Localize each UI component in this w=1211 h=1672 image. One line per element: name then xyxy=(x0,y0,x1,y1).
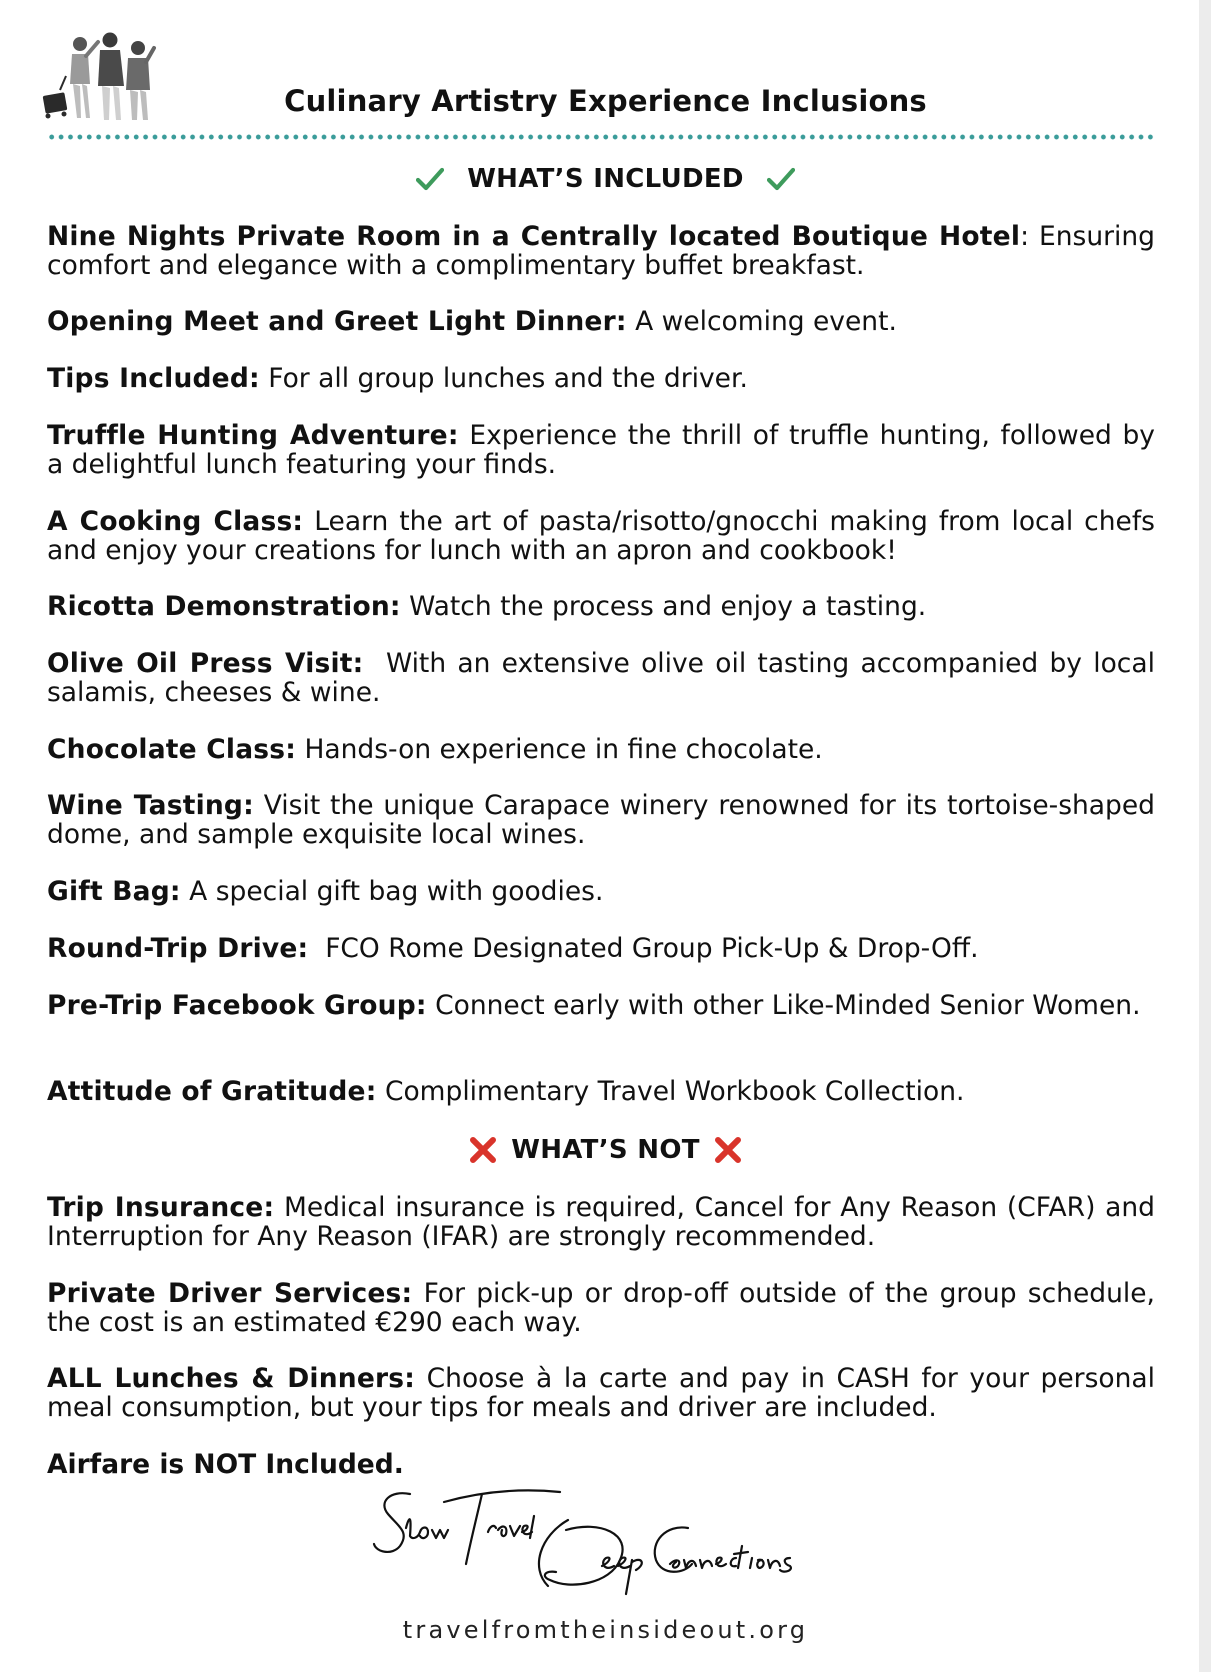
item-separator xyxy=(377,1076,385,1107)
item-label: Trip Insurance: xyxy=(47,1192,275,1223)
included-heading xyxy=(0,163,1211,194)
included-item-hotel xyxy=(47,222,1155,280)
item-label: A Cooking Class: xyxy=(47,506,304,537)
item-label: Olive Oil Press Visit: xyxy=(47,648,364,679)
item-text: For all group lunches and the driver. xyxy=(268,363,748,394)
website-url: travelfromtheinsideout.org xyxy=(402,1616,809,1644)
item-separator xyxy=(260,363,268,394)
not-included-heading-label: WHAT’S NOT xyxy=(511,1134,700,1165)
not-included-item-insurance xyxy=(47,1193,1155,1251)
not-included-item-meals xyxy=(47,1364,1155,1422)
item-text: Ensuring comfort and elegance with a complimentary buffet breakfast. xyxy=(47,221,1155,281)
included-item-cooking-class xyxy=(47,507,1155,565)
item-separator xyxy=(415,1363,427,1394)
check-mark-icon xyxy=(416,167,444,191)
included-item-welcome-dinner xyxy=(47,307,1155,336)
page-edge xyxy=(1199,0,1211,1672)
included-item-ricotta xyxy=(47,592,1155,621)
item-label: ALL Lunches & Dinners: xyxy=(47,1363,416,1394)
item-label: Truffle Hunting Adventure: xyxy=(47,420,459,451)
item-label: Chocolate Class: xyxy=(47,734,297,765)
not-included-item-private-driver xyxy=(47,1279,1155,1337)
airfare-note: Airfare is NOT Included. xyxy=(47,1449,404,1480)
item-label: Round-Trip Drive: xyxy=(47,933,309,964)
item-separator: : xyxy=(1020,221,1039,252)
item-text: For pick-up or drop-off outside of the group schedule, the cost is an estimated €290 each way. xyxy=(47,1278,1155,1338)
cross-mark-icon xyxy=(468,1135,498,1165)
item-separator xyxy=(459,420,470,451)
item-text: Choose à la carte and pay in CASH for your personal meal consumption, but your tips for meals and driver are included. xyxy=(47,1363,1155,1423)
item-text: A welcoming event. xyxy=(635,306,897,337)
item-separator xyxy=(274,1192,284,1223)
item-separator xyxy=(401,591,409,622)
item-text: Medical insurance is required, Cancel for Any Reason (CFAR) and Interruption for Any Reason (IFAR) are strongly recommended. xyxy=(47,1192,1155,1252)
item-label: Attitude of Gratitude: xyxy=(47,1076,377,1107)
item-label: Pre-Trip Facebook Group: xyxy=(47,990,427,1021)
item-text: Visit the unique Carapace winery renowned for its tortoise-shaped dome, and sample exquisite local wines. xyxy=(47,790,1155,850)
item-separator xyxy=(363,648,386,679)
item-separator xyxy=(412,1278,423,1309)
item-label: Tips Included: xyxy=(47,363,260,394)
included-item-facebook-group xyxy=(47,991,1155,1020)
included-item-tips xyxy=(47,364,1155,393)
dotted-divider xyxy=(47,134,1155,140)
item-separator xyxy=(427,990,435,1021)
item-text: Complimentary Travel Workbook Collection. xyxy=(384,1076,965,1107)
item-text: A special gift bag with goodies. xyxy=(189,876,604,907)
item-label: Ricotta Demonstration: xyxy=(47,591,401,622)
cross-mark-icon xyxy=(713,1135,743,1165)
included-heading-label: WHAT’S INCLUDED xyxy=(467,163,744,194)
item-separator xyxy=(303,506,314,537)
item-text: Watch the process and enjoy a tasting. xyxy=(409,591,927,622)
included-item-gift-bag xyxy=(47,877,1155,906)
item-text: Hands-on experience in fine chocolate. xyxy=(304,734,823,765)
included-item-gratitude xyxy=(47,1077,1155,1106)
item-text: FCO Rome Designated Group Pick-Up & Drop-Off. xyxy=(325,933,979,964)
item-text: With an extensive olive oil tasting accompanied by local salamis, cheeses & wine. xyxy=(47,648,1155,708)
item-separator xyxy=(627,306,635,337)
included-item-truffle-hunting xyxy=(47,421,1155,479)
included-item-olive-oil xyxy=(47,649,1155,707)
item-label: Nine Nights Private Room in a Centrally located Boutique Hotel xyxy=(47,221,1021,252)
item-separator xyxy=(181,876,189,907)
item-text: Experience the thrill of truffle hunting, followed by a delightful lunch featuring your finds. xyxy=(47,420,1155,480)
included-item-wine-tasting xyxy=(47,791,1155,849)
item-separator xyxy=(308,933,325,964)
included-item-chocolate xyxy=(47,735,1155,764)
document-title: Culinary Artistry Experience Inclusions xyxy=(284,84,927,118)
item-text: Learn the art of pasta/risotto/gnocchi making from local chefs and enjoy your creations for lunch with an apron and cookbook! xyxy=(47,506,1155,566)
item-label: Private Driver Services: xyxy=(47,1278,413,1309)
item-label: Wine Tasting: xyxy=(47,790,254,821)
item-label: Opening Meet and Greet Light Dinner: xyxy=(47,306,627,337)
item-label: Gift Bag: xyxy=(47,876,181,907)
signature-script-logo xyxy=(370,1480,850,1610)
item-text: Connect early with other Like-Minded Senior Women. xyxy=(435,990,1141,1021)
included-item-round-trip xyxy=(47,934,1155,963)
item-separator xyxy=(254,790,264,821)
not-included-heading xyxy=(0,1134,1211,1165)
check-mark-icon xyxy=(767,167,795,191)
